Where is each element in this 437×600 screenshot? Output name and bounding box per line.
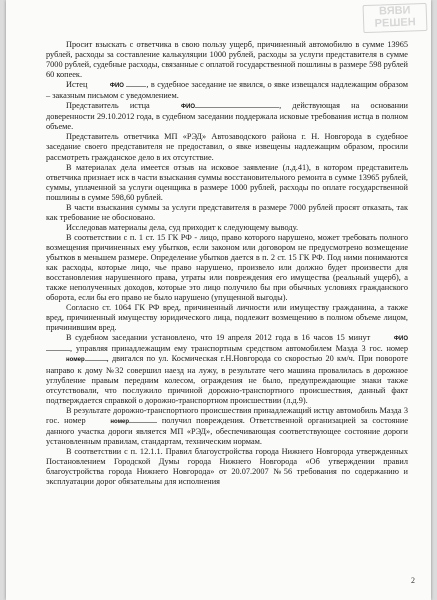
text-fragment: , в судебное заседание не явился, о явке извещался надлежащим образом – заказным письмом с уведомлением.: [46, 80, 408, 101]
paragraph-plaintiff-representative: [46, 101, 408, 132]
redacted-plate-number: номер: [110, 418, 130, 425]
paragraph-claim: Просит взыскать с ответчика в свою пользу ущерб, причиненный автомобилю в сумме 13965 рублей, расходы за составление калькуляции 1000 рублей, расходы за услуги представителя в сумме 7000 рублей, судебные расходы, связанные с оплатой государственной пошлины в размере 598 рублей 60 копеек.: [46, 40, 408, 80]
redaction-blank: [85, 360, 107, 361]
decision-text: [46, 40, 408, 487]
paragraph-article-15: В соответствии с п. 1 ст. 15 ГК РФ - лицо, право которого нарушено, может требовать полного возмещения причиненных ему убытков, если законом или договором не предусмотрено возмещение убытков в меньшем размере. Определение убытков дается в п. 2 ст. 15 ГК РФ. Под ними понимаются как расходы, которые лицо, чье право нарушено, произвело или должно будет произвести для восстановления нарушенного права, утраты или повреждения его имущества (реальный ущерб), а также неполученных доходов, которые это лицо получило бы при обычных условиях гражданского оборота, если бы его право не было нарушено (упущенной выгоды).: [46, 232, 408, 303]
document-page: [6, 0, 431, 600]
paragraph-city-rules: В соответствии с п. 12.1.1. Правил благоустройства города Нижнего Новгорода утвержденных Постановлением Городской Думы города Нижнего Новгорода «Об утверждении правил благоустройства города Нижнего Новгорода» от 20.07.2007 №56 требования по содержанию и эксплуатации дорог обязательны для исполнения: [46, 446, 408, 487]
text-fragment: получил повреждения. Ответственной организацией за состояние данного участка дороги является МП «РЭД», обеспечивающая соответствующее состояние дороги установленным правилам, стандартам, техническим нормам.: [46, 415, 408, 446]
text-fragment: В результате дорожно-транспортного происшествия принадлежащий истцу автомобиль Мазда 3 гос. номер: [46, 405, 408, 425]
page-number: 2: [411, 576, 415, 585]
paragraph-damage-responsibility: [46, 406, 408, 447]
text-fragment: , двигался по ул. Космическая г.Н.Новгорода со скоростью 20 км/ч. При повороте направо к дому №32 совершил наезд на лужу, в результате чего машина провалилась в дорожное углубление правым передним колесом, ограждения не было, предупреждающие знаки также отсутствовали, что послужило причиной дорожно-транспортного происшествия, данный факт подтверждается справкой о дорожно-транспортном происшествии (л.д.9).: [46, 354, 408, 405]
redacted-name: ФИО: [180, 104, 196, 111]
text-fragment: , управляя принадлежащим ему транспортным средством автомобилем Мазда 3 гос. номер: [70, 344, 408, 354]
redacted-plate-number: номер: [66, 357, 85, 364]
paragraph-refusal-request: В части взыскания суммы за услуги представителя в размере 7000 рублей просят отказать, так как требование не обосновано.: [46, 202, 408, 222]
paragraph-incident-facts: [46, 333, 408, 405]
redaction-blank: [129, 422, 157, 423]
text-fragment: Представитель истца: [66, 101, 150, 111]
redaction-blank: [46, 350, 70, 351]
paragraph-plaintiff-absent: [46, 80, 408, 101]
text-fragment: В судебном заседании установлено, что 19 апреля 2012 года в 16 часов 15 минут: [66, 333, 371, 343]
paragraph-court-conclusion: Исследовав материалы дела, суд приходит к следующему выводу.: [66, 222, 299, 232]
redaction-blank: [195, 107, 279, 108]
paragraph-defendant-representative: Представитель ответчика МП «РЭД» Автозаводского района г. Н. Новгорода в судебное заседание своего представителя не предоставил, о явке извещены надлежащим образом, просили рассмотреть гражданское дело в их отсутствие.: [46, 132, 408, 162]
redacted-name: ФИО: [109, 83, 124, 90]
redaction-blank: [126, 86, 146, 87]
text-fragment: Истец: [66, 80, 88, 90]
corner-stamp: ВЯВИ РЕШЕН: [363, 3, 428, 33]
paragraph-defendant-response: В материалах дела имеется отзыв на исковое заявление (л.д.41), в котором представитель ответчика признает иск в части взыскания суммы восстановительного ремонта в сумме 13965 рублей, суммы, уплаченной за услуги оценщика в размере 1000 рублей, расходы по оплате государственной пошлины в сумме 598,60 рублей.: [46, 162, 408, 202]
redacted-name: ФИО: [393, 336, 409, 343]
text-fragment: , действующая на основании доверенности 29.10.2012 года, в судебном заседании поддержала исковые требования истца в полном объеме.: [46, 101, 408, 132]
paragraph-article-1064: Согласно ст. 1064 ГК РФ вред, причиненный личности или имуществу гражданина, а также вред, причиненный имуществу юридического лица, подлежит возмещению в полном объеме лицом, причинившим вред.: [46, 303, 408, 333]
